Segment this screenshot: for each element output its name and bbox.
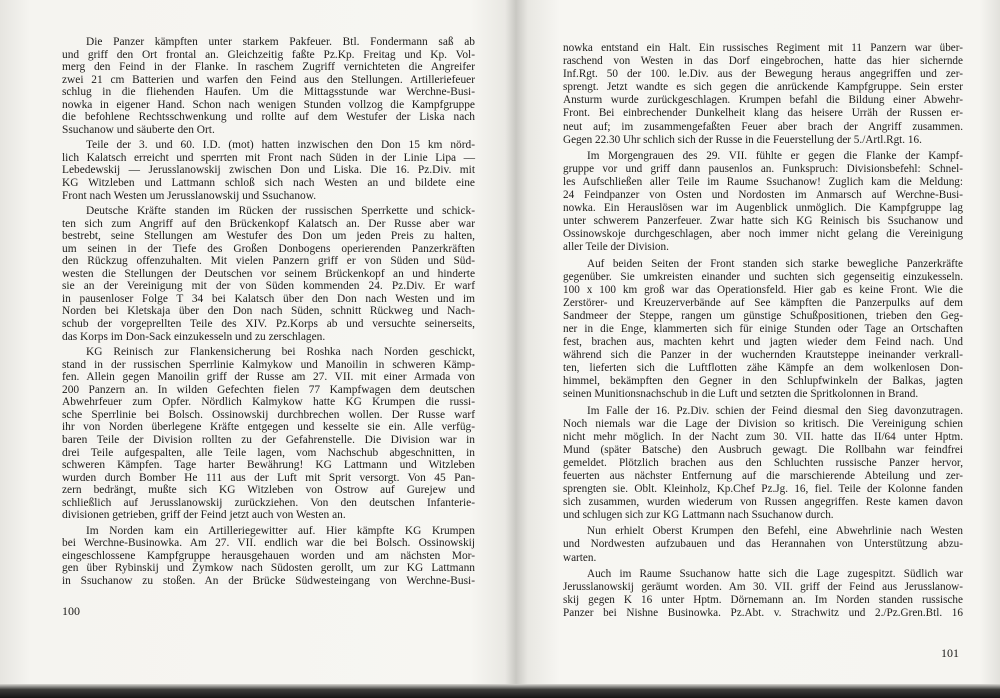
- text-line: zwei 21 cm Batterien und warfen den Feind aus den Stellungen. Artilleriefeuer: [62, 73, 475, 86]
- text-line: sprengten sie. Oblt. Kleinholz, Kp.Chef Pz.Jg. 16, fiel. Teile der Kolonne fanden: [563, 483, 963, 496]
- text-line: 100 x 100 km groß war das Operationsfeld. Hier gab es keine Front. Wie die: [563, 283, 963, 296]
- text-line: neut auf; im zusammengefaßten Feuer aber brach der Angriff zusammen.: [563, 120, 963, 133]
- text-line: Im Falle der 16. Pz.Div. schien der Feind diesmal den Sieg davonzutragen.: [587, 404, 963, 417]
- paragraph: [62, 139, 475, 202]
- text-line: warten.: [563, 551, 597, 564]
- paragraph: [62, 525, 475, 588]
- right-page-text: [563, 42, 963, 623]
- text-line: ten, lieferten sich die Luftflotten zähe Kämpfe an dem wolkenlosen Don-: [563, 362, 963, 375]
- text-line: bestrebt, seine Stellungen am Westufer des Don um jeden Preis zu halten,: [62, 230, 475, 243]
- text-line: Die Panzer kämpften unter starkem Pakfeuer. Btl. Fondermann saß ab: [86, 36, 475, 48]
- text-line: Mund (später Batsche) den Ausbruch gewagt. Die Rollbahn war feindfrei: [563, 443, 963, 456]
- text-line: eingeschlossene Kampfgruppe herausgehauen worden und am nächsten Mor-: [62, 549, 475, 562]
- text-line: gegenüber. Sie umkreisten einander und suchten sich gegenseitig einzukesseln.: [563, 270, 963, 283]
- text-line: lich Kalatsch erreicht und sperrten mit Front nach Süden in der Linie Lipa —: [62, 151, 475, 164]
- text-line: Nun erhielt Oberst Krumpen den Befehl, eine Abwehrlinie nach Westen: [587, 525, 963, 538]
- text-line: unter schwerem Panzerfeuer. Zwar hatte sich KG Reinisch bis Ssuchanow und: [563, 215, 963, 228]
- paragraph: [563, 405, 963, 523]
- text-line: bei Werchne-Businowka. Am 27. VII. endlich war die bei Bolsch. Ossinowskij: [62, 537, 475, 550]
- text-line: um seinen in der Tiefe des Großen Donbogens operierenden Panzerkräften: [62, 242, 475, 255]
- text-line: nowka entstand ein Halt. Ein russisches Regiment mit 11 Panzern war über-: [563, 42, 963, 54]
- text-line: KG Witzleben und Lattmann schloß sich nach Westen an und bildete eine: [62, 177, 475, 190]
- text-line: gruppe vor und griff dann pausenlos an. Funkspruch: Divisionsbefehl: Schnel-: [563, 162, 963, 175]
- text-line: schlug in die fliehenden Haufen. Um die Mittagsstunde war Werchne-Busi-: [62, 86, 475, 99]
- text-line: fest, brachen aus, machten kehrt und jagten wieder dem Feind nach. Und: [563, 336, 963, 349]
- text-line: Im Norden kam ein Artilleriegewitter auf. Hier kämpfte KG Krumpen: [86, 524, 475, 537]
- text-line: divisionen getrieben, griff der Feind jetzt auch von Westen an.: [62, 509, 346, 522]
- text-line: westen die Stellungen der Deutschen vor seinem Brückenkopf an und hinderte: [62, 267, 475, 280]
- text-line: himmel, bekämpften den Gegner in den Schlupfwinkeln der Balkas, jagten: [563, 375, 963, 388]
- paragraph: [563, 525, 963, 564]
- text-line: zern bedrängt, mußte sich KG Witzleben von Ostrow auf Gurejew und: [62, 484, 475, 497]
- text-line: 200 Panzern an. In wilden Gefechten fielen 77 Kampfwagen dem deutschen: [62, 383, 475, 396]
- text-line: Ansturm wurde zurückgeschlagen. Krumpen befahl die Bildung einer Abwehr-: [563, 94, 963, 107]
- text-line: Im Morgengrauen des 29. VII. fühlte er gegen die Flanke der Kampf-: [587, 149, 963, 162]
- paragraph: [563, 258, 963, 402]
- text-line: Lebedewskij — Jerusslanowskij zwischen Don und Liska. Die 16. Pz.Div. mit: [62, 164, 475, 177]
- text-line: und griff den Ort frontal an. Gleichzeitig faßte Pz.Kp. Freitag und Kp. Vol-: [62, 48, 475, 61]
- text-line: Gegen 22.30 Uhr schlich sich der Russe in die Feuerstellung der 5./Artl.Rgt. 16.: [563, 133, 922, 146]
- text-line: Noch niemals war die Lage der Division so kritisch. Die Vereinigung schien: [563, 417, 963, 430]
- text-line: das Korps im Don-Sack einzukesseln und zu zerschlagen.: [62, 330, 326, 343]
- text-line: die befohlene Rechtsschwenkung und rollte auf dem Westufer der Liska nach: [62, 111, 475, 124]
- text-line: nowka in eigener Hand. Schon nach wenigen Stunden vollzog die Kampfgruppe: [62, 98, 475, 111]
- text-line: Inf.Rgt. 50 der 100. le.Div. aus der Bewegung heraus angegriffen und zer-: [563, 68, 963, 81]
- text-line: und Nordwesten aufzubauen und das Herannahen von Unterstützung abzu-: [563, 538, 963, 551]
- text-line: 24 Feindpanzer von Osten und Nordosten im Anmarsch auf Werchne-Busi-: [563, 189, 963, 202]
- text-line: Sandmeer der Steppe, rangen um günstige Schußpositionen, trieben den Geg-: [563, 309, 963, 322]
- text-line: Auch im Raume Ssuchanow hatte sich die Lage zugespitzt. Südlich war: [587, 567, 963, 580]
- text-line: ten sich zum Angriff auf den Brückenkopf Kalatsch an. Der Russe aber war: [62, 217, 475, 230]
- left-page-text: [62, 36, 475, 591]
- text-line: ihr von Norden überlegene Kräfte entgegen und kesselte sie ein. Alle verfüg-: [62, 421, 475, 434]
- text-line: Panzer bei Nishne Businowka. Pz.Abt. v. Strachwitz und 2./Pz.Gren.Btl. 16: [563, 606, 963, 619]
- paragraph: [62, 346, 475, 522]
- text-line: Front nach Westen um Jerusslanowskij und Ssuchanow.: [62, 189, 317, 202]
- text-line: sich zusammen, wurden wiederum von Russen angegriffen. Reste kamen davon: [563, 496, 963, 509]
- text-line: sche Sperrlinie bei Bolsch. Ossinowskij durchbrechen wollen. Der Russe warf: [62, 408, 475, 421]
- text-line: Front. Bei einbrechender Dunkelheit klang das heisere Urräh der Russen er-: [563, 107, 963, 120]
- text-line: Abwehrfeuer zum Opfer. Nördlich Kalmykow hatte KG Krumpen die russi-: [62, 396, 475, 409]
- text-line: Deutsche Kräfte standen im Rücken der russischen Sperrkette und schick-: [86, 205, 475, 218]
- text-line: aller Teile der Division.: [563, 241, 669, 254]
- text-line: Teile der 3. und 60. I.D. (mot) hatten inzwischen den Don 15 km nörd-: [86, 139, 475, 152]
- text-line: Zerstörer- und Kreuzerverbände auf See kämpften die Panzerpulks auf dem: [563, 296, 963, 309]
- text-line: drei Teile aufgespalten, alle Teile lagen, vom Nachschub abgeschnitten, in: [62, 446, 475, 459]
- scan-edge: [0, 684, 1000, 698]
- text-line: nowka. Ein Herauslösen war im Augenblick unmöglich. Die Kampfgruppe lag: [563, 202, 963, 215]
- text-line: seinen Munitionsnachschub in die Luft und setzten die Spritkolonnen in Brand.: [563, 388, 919, 401]
- text-line: ner in die Enge, klammerten sich für einige Stunden oder Tage an Ortschaften: [563, 322, 963, 335]
- paragraph: [563, 42, 963, 147]
- text-line: während sich die Panzer in der wuchernden Krautsteppe ineinander verkrall-: [563, 349, 963, 362]
- text-line: Ssuchanow und säuberte den Ort.: [62, 123, 215, 136]
- text-line: Auf beiden Seiten der Front standen sich starke bewegliche Panzerkräfte: [587, 257, 963, 270]
- text-line: les Aufschließen aller Teile im Raume Ssuchanow! Zuglich kam die Meldung:: [563, 175, 963, 188]
- text-line: nicht mehr möglich. In der Nacht zum 30. VII. hatte das II/64 unter Hptm.: [563, 430, 963, 443]
- text-line: sie an der Vereinigung mit der von Süden kommenden 24. Pz.Div. Er warf: [62, 280, 475, 293]
- text-line: Ossinowskoje durchgeschlagen, aber noch immer nicht gelang die Vereinigung: [563, 228, 963, 241]
- text-line: schweren Kämpfen. Tage harter Bewährung! KG Lattmann und Witzleben: [62, 459, 475, 472]
- text-line: merg den Feind in der Flanke. In raschem Zugriff vernichteten die Angreifer: [62, 61, 475, 74]
- text-line: gemeldet. Plötzlich brachen aus den Schluchten russische Panzer hervor,: [563, 456, 963, 469]
- text-line: und schlugen sich zur KG Lattmann nach Ssuchanow durch.: [563, 509, 834, 522]
- text-line: schließlich auf Jerusslanowskij zurückziehen. Von den deutschen Infanterie-: [62, 496, 475, 509]
- text-line: in Ssuchanow zu stoßen. An der Brücke Südwesteingang von Werchne-Busi-: [62, 574, 475, 587]
- text-line: gen über Rybinskij und Zymkow nach Südosten gerollt, um zur KG Lattmann: [62, 562, 475, 575]
- text-line: sprengt. Jetzt wandte es sich gegen die anrückende Kampfgruppe. Sein erster: [563, 81, 963, 94]
- text-line: baren Teile der Division rollten zu der Gefahrenstelle. Die Division war in: [62, 433, 475, 446]
- text-line: raschend von Westen in das Dorf eingebrochen, hatte das hier sichernde: [563, 55, 963, 68]
- text-line: KG Reinisch zur Flankensicherung bei Roshka nach Norden geschickt,: [86, 346, 475, 359]
- text-line: skij gegen K 16 unter Hptm. Dörnemann an. Im Norden standen russische: [563, 593, 963, 606]
- text-line: Norden bei Kletskaja über den Don nach Süden, schnitt Rückweg und Nach-: [62, 305, 475, 318]
- text-line: in pausenloser Folge T 34 bei Kalatsch über den Don nach Westen und im: [62, 292, 475, 305]
- text-line: den Rückzug offenzuhalten. Mit vielen Panzern griff er von Süden und Süd-: [62, 255, 475, 268]
- page-number-right: 101: [941, 646, 959, 660]
- text-line: feuerten aus nächster Entfernung auf die marschierende Abteilung und zer-: [563, 470, 963, 482]
- text-line: schub der vorgeprellten Teile des XIV. Pz.Korps ab und versuchte seinerseits,: [62, 318, 475, 331]
- paragraph: [62, 36, 475, 136]
- page-number-left: 100: [62, 604, 80, 618]
- paragraph: [62, 205, 475, 343]
- text-line: Jerusslanowskij geräumt worden. Am 30. VII. griff der Feind aus Jerusslanow-: [563, 580, 963, 593]
- paragraph: [563, 568, 963, 620]
- paragraph: [563, 150, 963, 255]
- text-line: fen. Allein gegen Manoilin griff der Russe am 27. VII. mit einer Armada von: [62, 371, 475, 384]
- text-line: wurden durch Bomber He 111 aus der Luft mit Sprit versorgt. Von 45 Pan-: [62, 471, 475, 484]
- text-line: stand in der russischen Sperrlinie Kalmykow und Manoilin in schweren Kämp-: [62, 358, 475, 371]
